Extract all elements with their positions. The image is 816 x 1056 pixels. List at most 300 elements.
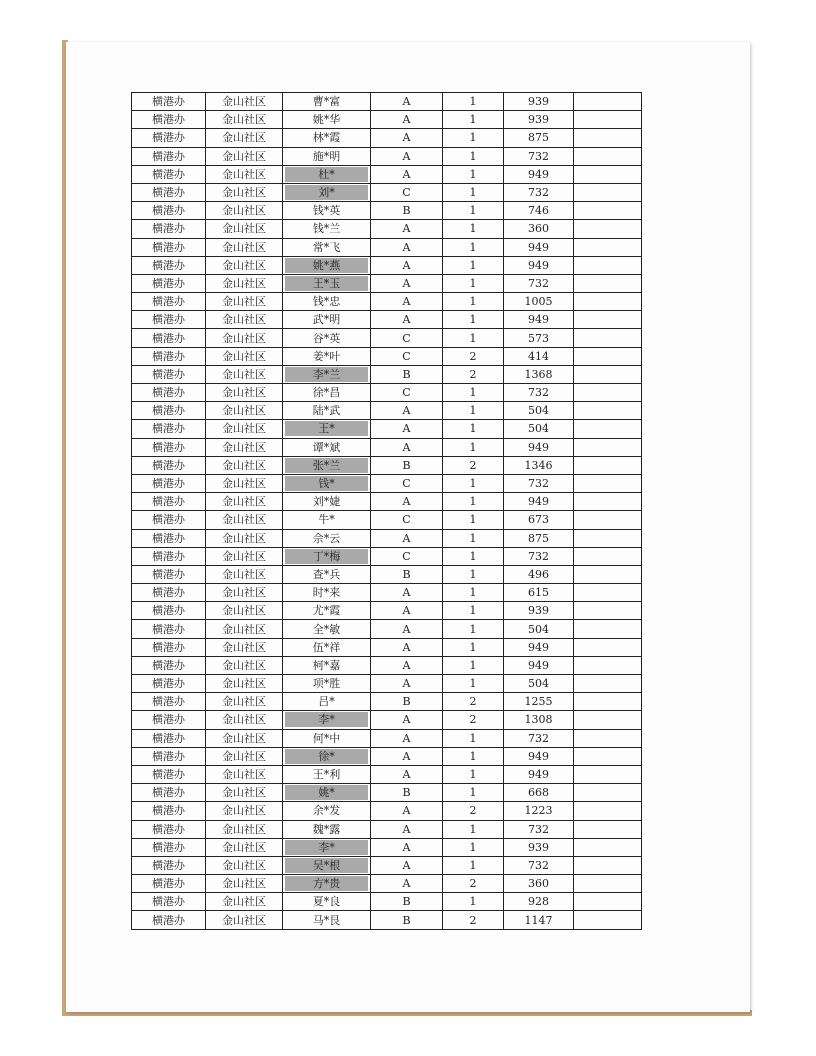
highlighted-name: 方*贵 bbox=[285, 876, 368, 891]
cell-count: 1 bbox=[443, 784, 504, 802]
cell-office: 横港办 bbox=[132, 784, 206, 802]
cell-category: A bbox=[371, 220, 443, 238]
table-row bbox=[132, 93, 642, 111]
cell-name: 常*飞 bbox=[283, 238, 371, 256]
cell-office: 横港办 bbox=[132, 329, 206, 347]
highlighted-name: 李* bbox=[285, 840, 368, 855]
cell-office: 横港办 bbox=[132, 311, 206, 329]
cell-note bbox=[574, 147, 642, 165]
cell-note bbox=[574, 311, 642, 329]
cell-name: 时*来 bbox=[283, 584, 371, 602]
cell-note bbox=[574, 165, 642, 183]
cell-community: 金山社区 bbox=[206, 638, 283, 656]
cell-amount: 1368 bbox=[504, 365, 574, 383]
cell-name: 伍*祥 bbox=[283, 638, 371, 656]
table-row bbox=[132, 347, 642, 365]
cell-name: 项*胜 bbox=[283, 675, 371, 693]
cell-office: 横港办 bbox=[132, 256, 206, 274]
cell-name: 曹*富 bbox=[283, 93, 371, 111]
highlighted-name: 徐* bbox=[285, 749, 368, 764]
table-row bbox=[132, 656, 642, 674]
cell-office: 横港办 bbox=[132, 693, 206, 711]
table-row bbox=[132, 602, 642, 620]
cell-category: A bbox=[371, 729, 443, 747]
cell-office: 横港办 bbox=[132, 438, 206, 456]
cell-category: A bbox=[371, 529, 443, 547]
cell-office: 横港办 bbox=[132, 838, 206, 856]
table-row bbox=[132, 584, 642, 602]
cell-category: A bbox=[371, 111, 443, 129]
cell-category: C bbox=[371, 474, 443, 492]
cell-office: 横港办 bbox=[132, 511, 206, 529]
cell-amount: 939 bbox=[504, 602, 574, 620]
cell-community: 金山社区 bbox=[206, 565, 283, 583]
cell-count: 1 bbox=[443, 511, 504, 529]
cell-name bbox=[283, 547, 371, 565]
cell-note bbox=[574, 402, 642, 420]
cell-note bbox=[574, 384, 642, 402]
cell-amount: 360 bbox=[504, 220, 574, 238]
cell-community: 金山社区 bbox=[206, 420, 283, 438]
cell-category: A bbox=[371, 838, 443, 856]
cell-note bbox=[574, 893, 642, 911]
cell-office: 横港办 bbox=[132, 547, 206, 565]
cell-category: B bbox=[371, 693, 443, 711]
table-row bbox=[132, 620, 642, 638]
cell-amount: 732 bbox=[504, 547, 574, 565]
cell-count: 1 bbox=[443, 147, 504, 165]
cell-category: C bbox=[371, 183, 443, 201]
cell-office: 横港办 bbox=[132, 474, 206, 492]
cell-amount: 1308 bbox=[504, 711, 574, 729]
cell-office: 横港办 bbox=[132, 147, 206, 165]
cell-count: 1 bbox=[443, 256, 504, 274]
cell-note bbox=[574, 584, 642, 602]
cell-category: A bbox=[371, 584, 443, 602]
highlighted-name: 张*兰 bbox=[285, 458, 368, 473]
cell-office: 横港办 bbox=[132, 602, 206, 620]
cell-note bbox=[574, 547, 642, 565]
cell-amount: 504 bbox=[504, 402, 574, 420]
cell-category: A bbox=[371, 620, 443, 638]
cell-category: A bbox=[371, 256, 443, 274]
cell-amount: 949 bbox=[504, 256, 574, 274]
cell-amount: 732 bbox=[504, 274, 574, 292]
cell-name bbox=[283, 838, 371, 856]
cell-count: 1 bbox=[443, 584, 504, 602]
cell-community: 金山社区 bbox=[206, 584, 283, 602]
cell-note bbox=[574, 365, 642, 383]
cell-count: 1 bbox=[443, 438, 504, 456]
cell-community: 金山社区 bbox=[206, 329, 283, 347]
table-row bbox=[132, 565, 642, 583]
cell-category: A bbox=[371, 765, 443, 783]
table-row bbox=[132, 729, 642, 747]
cell-community: 金山社区 bbox=[206, 893, 283, 911]
cell-count: 1 bbox=[443, 238, 504, 256]
cell-name bbox=[283, 165, 371, 183]
cell-office: 横港办 bbox=[132, 202, 206, 220]
cell-name: 徐*昌 bbox=[283, 384, 371, 402]
cell-count: 1 bbox=[443, 675, 504, 693]
cell-name: 姜*叶 bbox=[283, 347, 371, 365]
cell-office: 横港办 bbox=[132, 129, 206, 147]
cell-name: 刘*婕 bbox=[283, 493, 371, 511]
table-row bbox=[132, 365, 642, 383]
cell-amount: 732 bbox=[504, 474, 574, 492]
cell-count: 1 bbox=[443, 493, 504, 511]
cell-amount: 1255 bbox=[504, 693, 574, 711]
cell-community: 金山社区 bbox=[206, 547, 283, 565]
cell-amount: 949 bbox=[504, 165, 574, 183]
cell-name bbox=[283, 274, 371, 292]
cell-office: 横港办 bbox=[132, 729, 206, 747]
cell-name bbox=[283, 474, 371, 492]
cell-amount: 1147 bbox=[504, 911, 574, 929]
cell-count: 1 bbox=[443, 220, 504, 238]
cell-community: 金山社区 bbox=[206, 529, 283, 547]
cell-count: 1 bbox=[443, 274, 504, 292]
table-row bbox=[132, 165, 642, 183]
cell-note bbox=[574, 220, 642, 238]
cell-name bbox=[283, 365, 371, 383]
highlighted-name: 钱* bbox=[285, 476, 368, 491]
cell-amount: 732 bbox=[504, 729, 574, 747]
cell-count: 1 bbox=[443, 729, 504, 747]
cell-community: 金山社区 bbox=[206, 365, 283, 383]
cell-amount: 668 bbox=[504, 784, 574, 802]
cell-category: A bbox=[371, 293, 443, 311]
highlighted-name: 李* bbox=[285, 712, 368, 727]
cell-amount: 928 bbox=[504, 893, 574, 911]
cell-note bbox=[574, 638, 642, 656]
cell-name: 全*敏 bbox=[283, 620, 371, 638]
cell-amount: 1223 bbox=[504, 802, 574, 820]
cell-office: 横港办 bbox=[132, 493, 206, 511]
cell-amount: 732 bbox=[504, 147, 574, 165]
cell-community: 金山社区 bbox=[206, 875, 283, 893]
cell-community: 金山社区 bbox=[206, 202, 283, 220]
cell-amount: 504 bbox=[504, 620, 574, 638]
cell-category: A bbox=[371, 147, 443, 165]
cell-community: 金山社区 bbox=[206, 711, 283, 729]
cell-category: A bbox=[371, 747, 443, 765]
cell-office: 横港办 bbox=[132, 347, 206, 365]
cell-category: A bbox=[371, 274, 443, 292]
cell-office: 横港办 bbox=[132, 856, 206, 874]
cell-amount: 732 bbox=[504, 820, 574, 838]
cell-community: 金山社区 bbox=[206, 493, 283, 511]
cell-office: 横港办 bbox=[132, 402, 206, 420]
cell-category: A bbox=[371, 675, 443, 693]
cell-note bbox=[574, 565, 642, 583]
cell-community: 金山社区 bbox=[206, 220, 283, 238]
cell-amount: 732 bbox=[504, 384, 574, 402]
cell-note bbox=[574, 838, 642, 856]
cell-amount: 875 bbox=[504, 529, 574, 547]
cell-count: 2 bbox=[443, 693, 504, 711]
cell-count: 1 bbox=[443, 293, 504, 311]
cell-office: 横港办 bbox=[132, 656, 206, 674]
cell-office: 横港办 bbox=[132, 675, 206, 693]
cell-community: 金山社区 bbox=[206, 838, 283, 856]
cell-category: A bbox=[371, 311, 443, 329]
cell-count: 1 bbox=[443, 420, 504, 438]
cell-office: 横港办 bbox=[132, 620, 206, 638]
cell-count: 1 bbox=[443, 93, 504, 111]
cell-office: 横港办 bbox=[132, 820, 206, 838]
cell-count: 2 bbox=[443, 875, 504, 893]
table-row bbox=[132, 111, 642, 129]
cell-category: B bbox=[371, 365, 443, 383]
cell-name: 武*明 bbox=[283, 311, 371, 329]
cell-office: 横港办 bbox=[132, 183, 206, 201]
cell-category: C bbox=[371, 347, 443, 365]
highlighted-name: 姚*燕 bbox=[285, 258, 368, 273]
table-row bbox=[132, 893, 642, 911]
cell-community: 金山社区 bbox=[206, 784, 283, 802]
cell-note bbox=[574, 93, 642, 111]
highlighted-name: 姚* bbox=[285, 785, 368, 800]
cell-count: 1 bbox=[443, 329, 504, 347]
table-row bbox=[132, 456, 642, 474]
cell-count: 1 bbox=[443, 893, 504, 911]
cell-office: 横港办 bbox=[132, 584, 206, 602]
cell-amount: 875 bbox=[504, 129, 574, 147]
cell-name bbox=[283, 875, 371, 893]
cell-name bbox=[283, 711, 371, 729]
cell-category: A bbox=[371, 402, 443, 420]
cell-office: 横港办 bbox=[132, 456, 206, 474]
cell-name bbox=[283, 420, 371, 438]
cell-note bbox=[574, 602, 642, 620]
cell-count: 1 bbox=[443, 656, 504, 674]
table-row bbox=[132, 838, 642, 856]
cell-name: 林*霞 bbox=[283, 129, 371, 147]
cell-count: 1 bbox=[443, 565, 504, 583]
table-row bbox=[132, 293, 642, 311]
cell-name: 陆*武 bbox=[283, 402, 371, 420]
cell-note bbox=[574, 511, 642, 529]
cell-category: C bbox=[371, 384, 443, 402]
table-row bbox=[132, 129, 642, 147]
cell-note bbox=[574, 620, 642, 638]
cell-community: 金山社区 bbox=[206, 165, 283, 183]
cell-office: 横港办 bbox=[132, 238, 206, 256]
cell-note bbox=[574, 875, 642, 893]
table-row bbox=[132, 784, 642, 802]
table-row bbox=[132, 493, 642, 511]
cell-community: 金山社区 bbox=[206, 147, 283, 165]
table-row bbox=[132, 747, 642, 765]
cell-amount: 504 bbox=[504, 420, 574, 438]
cell-name: 柯*嘉 bbox=[283, 656, 371, 674]
cell-count: 2 bbox=[443, 365, 504, 383]
table-row bbox=[132, 256, 642, 274]
cell-count: 1 bbox=[443, 474, 504, 492]
cell-note bbox=[574, 656, 642, 674]
cell-note bbox=[574, 347, 642, 365]
cell-count: 1 bbox=[443, 820, 504, 838]
cell-count: 1 bbox=[443, 183, 504, 201]
cell-name bbox=[283, 256, 371, 274]
cell-note bbox=[574, 802, 642, 820]
cell-category: A bbox=[371, 165, 443, 183]
cell-community: 金山社区 bbox=[206, 675, 283, 693]
cell-count: 2 bbox=[443, 347, 504, 365]
table-row bbox=[132, 802, 642, 820]
cell-name: 查*兵 bbox=[283, 565, 371, 583]
table-row bbox=[132, 765, 642, 783]
cell-office: 横港办 bbox=[132, 638, 206, 656]
cell-amount: 504 bbox=[504, 675, 574, 693]
cell-office: 横港办 bbox=[132, 711, 206, 729]
cell-note bbox=[574, 111, 642, 129]
table-row bbox=[132, 238, 642, 256]
cell-community: 金山社区 bbox=[206, 456, 283, 474]
cell-category: C bbox=[371, 547, 443, 565]
cell-category: B bbox=[371, 565, 443, 583]
cell-community: 金山社区 bbox=[206, 693, 283, 711]
highlighted-name: 王*玉 bbox=[285, 276, 368, 291]
cell-community: 金山社区 bbox=[206, 183, 283, 201]
cell-name: 佘*云 bbox=[283, 529, 371, 547]
table-row bbox=[132, 547, 642, 565]
cell-amount: 949 bbox=[504, 638, 574, 656]
cell-count: 1 bbox=[443, 129, 504, 147]
cell-count: 1 bbox=[443, 547, 504, 565]
cell-count: 1 bbox=[443, 111, 504, 129]
cell-note bbox=[574, 456, 642, 474]
table-row bbox=[132, 911, 642, 929]
cell-community: 金山社区 bbox=[206, 656, 283, 674]
table-row bbox=[132, 675, 642, 693]
cell-amount: 949 bbox=[504, 765, 574, 783]
cell-name: 吕* bbox=[283, 693, 371, 711]
cell-community: 金山社区 bbox=[206, 729, 283, 747]
cell-category: A bbox=[371, 493, 443, 511]
cell-office: 横港办 bbox=[132, 875, 206, 893]
cell-category: B bbox=[371, 784, 443, 802]
cell-category: B bbox=[371, 456, 443, 474]
cell-note bbox=[574, 129, 642, 147]
cell-name: 何*中 bbox=[283, 729, 371, 747]
table-row bbox=[132, 438, 642, 456]
cell-count: 1 bbox=[443, 384, 504, 402]
table-row bbox=[132, 820, 642, 838]
cell-amount: 673 bbox=[504, 511, 574, 529]
cell-category: C bbox=[371, 511, 443, 529]
cell-category: A bbox=[371, 820, 443, 838]
cell-amount: 949 bbox=[504, 747, 574, 765]
table-row bbox=[132, 202, 642, 220]
cell-name: 谷*英 bbox=[283, 329, 371, 347]
cell-amount: 414 bbox=[504, 347, 574, 365]
highlighted-name: 吴*根 bbox=[285, 858, 368, 873]
table-row bbox=[132, 711, 642, 729]
cell-amount: 496 bbox=[504, 565, 574, 583]
cell-note bbox=[574, 911, 642, 929]
table-row bbox=[132, 511, 642, 529]
cell-name bbox=[283, 183, 371, 201]
table-row bbox=[132, 474, 642, 492]
cell-office: 横港办 bbox=[132, 220, 206, 238]
cell-office: 横港办 bbox=[132, 384, 206, 402]
cell-amount: 1346 bbox=[504, 456, 574, 474]
table-row bbox=[132, 402, 642, 420]
cell-count: 1 bbox=[443, 529, 504, 547]
highlighted-name: 丁*梅 bbox=[285, 549, 368, 564]
cell-category: A bbox=[371, 638, 443, 656]
beneficiary-table bbox=[131, 92, 642, 930]
cell-name bbox=[283, 784, 371, 802]
cell-note bbox=[574, 856, 642, 874]
table-row bbox=[132, 420, 642, 438]
highlighted-name: 李*兰 bbox=[285, 367, 368, 382]
cell-amount: 573 bbox=[504, 329, 574, 347]
cell-community: 金山社区 bbox=[206, 765, 283, 783]
cell-note bbox=[574, 474, 642, 492]
cell-amount: 939 bbox=[504, 838, 574, 856]
cell-amount: 939 bbox=[504, 93, 574, 111]
cell-office: 横港办 bbox=[132, 293, 206, 311]
cell-note bbox=[574, 420, 642, 438]
cell-category: A bbox=[371, 875, 443, 893]
cell-office: 横港办 bbox=[132, 765, 206, 783]
cell-count: 2 bbox=[443, 802, 504, 820]
table-row bbox=[132, 875, 642, 893]
cell-office: 横港办 bbox=[132, 802, 206, 820]
cell-office: 横港办 bbox=[132, 111, 206, 129]
cell-count: 1 bbox=[443, 311, 504, 329]
cell-note bbox=[574, 729, 642, 747]
cell-community: 金山社区 bbox=[206, 347, 283, 365]
cell-count: 1 bbox=[443, 202, 504, 220]
cell-amount: 949 bbox=[504, 438, 574, 456]
highlighted-name: 刘* bbox=[285, 185, 368, 200]
cell-amount: 939 bbox=[504, 111, 574, 129]
table-row bbox=[132, 220, 642, 238]
cell-community: 金山社区 bbox=[206, 293, 283, 311]
cell-amount: 1005 bbox=[504, 293, 574, 311]
table-row bbox=[132, 384, 642, 402]
cell-amount: 746 bbox=[504, 202, 574, 220]
cell-note bbox=[574, 493, 642, 511]
cell-name bbox=[283, 747, 371, 765]
cell-count: 1 bbox=[443, 638, 504, 656]
cell-category: A bbox=[371, 856, 443, 874]
cell-name bbox=[283, 856, 371, 874]
cell-category: A bbox=[371, 602, 443, 620]
cell-note bbox=[574, 747, 642, 765]
table-row bbox=[132, 529, 642, 547]
cell-community: 金山社区 bbox=[206, 802, 283, 820]
cell-office: 横港办 bbox=[132, 565, 206, 583]
cell-community: 金山社区 bbox=[206, 311, 283, 329]
cell-count: 2 bbox=[443, 911, 504, 929]
cell-name: 谭*斌 bbox=[283, 438, 371, 456]
cell-community: 金山社区 bbox=[206, 620, 283, 638]
cell-name: 姚*华 bbox=[283, 111, 371, 129]
table-row bbox=[132, 693, 642, 711]
cell-amount: 949 bbox=[504, 311, 574, 329]
table-row bbox=[132, 311, 642, 329]
cell-name: 王*利 bbox=[283, 765, 371, 783]
cell-community: 金山社区 bbox=[206, 911, 283, 929]
cell-category: A bbox=[371, 802, 443, 820]
cell-office: 横港办 bbox=[132, 893, 206, 911]
cell-office: 横港办 bbox=[132, 165, 206, 183]
